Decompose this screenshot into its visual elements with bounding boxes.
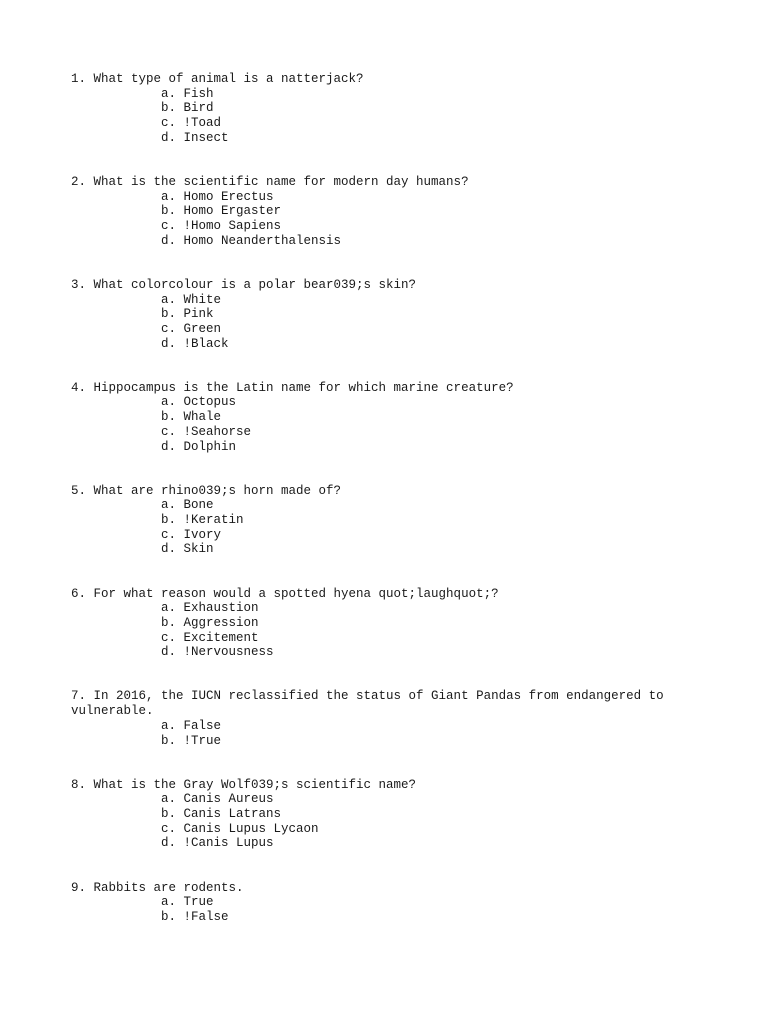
option: d. Dolphin bbox=[161, 439, 237, 454]
option-list bbox=[71, 190, 691, 249]
question-text: 7. In 2016, the IUCN reclassified the status of Giant Pandas from endangered to vulnerable. bbox=[71, 689, 672, 719]
question-8 bbox=[71, 778, 691, 852]
quiz-document bbox=[71, 72, 691, 954]
question-text: 5. What are rhino039;s horn made of? bbox=[71, 483, 342, 498]
option: d. Insect bbox=[161, 130, 229, 145]
option-list bbox=[71, 395, 691, 454]
option: b. Whale bbox=[161, 410, 222, 425]
option-list bbox=[71, 719, 691, 748]
question-9 bbox=[71, 881, 691, 925]
option: c. Green bbox=[161, 321, 222, 336]
option: b. !Keratin bbox=[161, 513, 244, 528]
option: a. True bbox=[161, 895, 214, 910]
option-list bbox=[71, 293, 691, 352]
question-text: 1. What type of animal is a natterjack? bbox=[71, 72, 364, 86]
question-1 bbox=[71, 72, 691, 146]
option: a. White bbox=[161, 292, 222, 307]
option: a. Exhaustion bbox=[161, 601, 259, 616]
option: a. Canis Aureus bbox=[161, 792, 274, 807]
option: a. Bone bbox=[161, 498, 214, 513]
option: d. Skin bbox=[161, 542, 214, 557]
option: a. Octopus bbox=[161, 395, 237, 410]
option: d. !Canis Lupus bbox=[161, 836, 274, 851]
question-text: 6. For what reason would a spotted hyena quot;laughquot;? bbox=[71, 586, 499, 601]
option: a. Homo Erectus bbox=[161, 189, 274, 204]
option: a. False bbox=[161, 718, 222, 733]
question-6 bbox=[71, 587, 691, 661]
question-7 bbox=[71, 689, 691, 748]
option: c. Ivory bbox=[161, 527, 222, 542]
option-list bbox=[71, 895, 691, 924]
option: b. Homo Ergaster bbox=[161, 204, 282, 219]
option: c. !Homo Sapiens bbox=[161, 219, 282, 234]
option-list bbox=[71, 792, 691, 851]
option-list bbox=[71, 498, 691, 557]
option: b. Aggression bbox=[161, 615, 259, 630]
option: d. !Black bbox=[161, 336, 229, 351]
option: d. Homo Neanderthalensis bbox=[161, 233, 342, 248]
option: c. !Seahorse bbox=[161, 424, 252, 439]
option: a. Fish bbox=[161, 86, 214, 101]
option: b. Pink bbox=[161, 307, 214, 322]
option: b. Canis Latrans bbox=[161, 807, 282, 822]
question-2 bbox=[71, 175, 691, 249]
option: b. !True bbox=[161, 733, 222, 748]
option: b. Bird bbox=[161, 101, 214, 116]
question-text: 9. Rabbits are rodents. bbox=[71, 880, 244, 895]
question-text: 8. What is the Gray Wolf039;s scientific name? bbox=[71, 777, 417, 792]
question-3 bbox=[71, 278, 691, 352]
question-5 bbox=[71, 484, 691, 558]
question-text: 2. What is the scientific name for modern day humans? bbox=[71, 174, 469, 189]
option-list bbox=[71, 87, 691, 146]
option: c. !Toad bbox=[161, 116, 222, 131]
question-text: 4. Hippocampus is the Latin name for which marine creature? bbox=[71, 380, 514, 395]
option: c. Excitement bbox=[161, 630, 259, 645]
option-list bbox=[71, 601, 691, 660]
question-4 bbox=[71, 381, 691, 455]
question-text: 3. What colorcolour is a polar bear039;s skin? bbox=[71, 277, 417, 292]
option: d. !Nervousness bbox=[161, 645, 274, 660]
option: b. !False bbox=[161, 909, 229, 924]
option: c. Canis Lupus Lycaon bbox=[161, 821, 319, 836]
